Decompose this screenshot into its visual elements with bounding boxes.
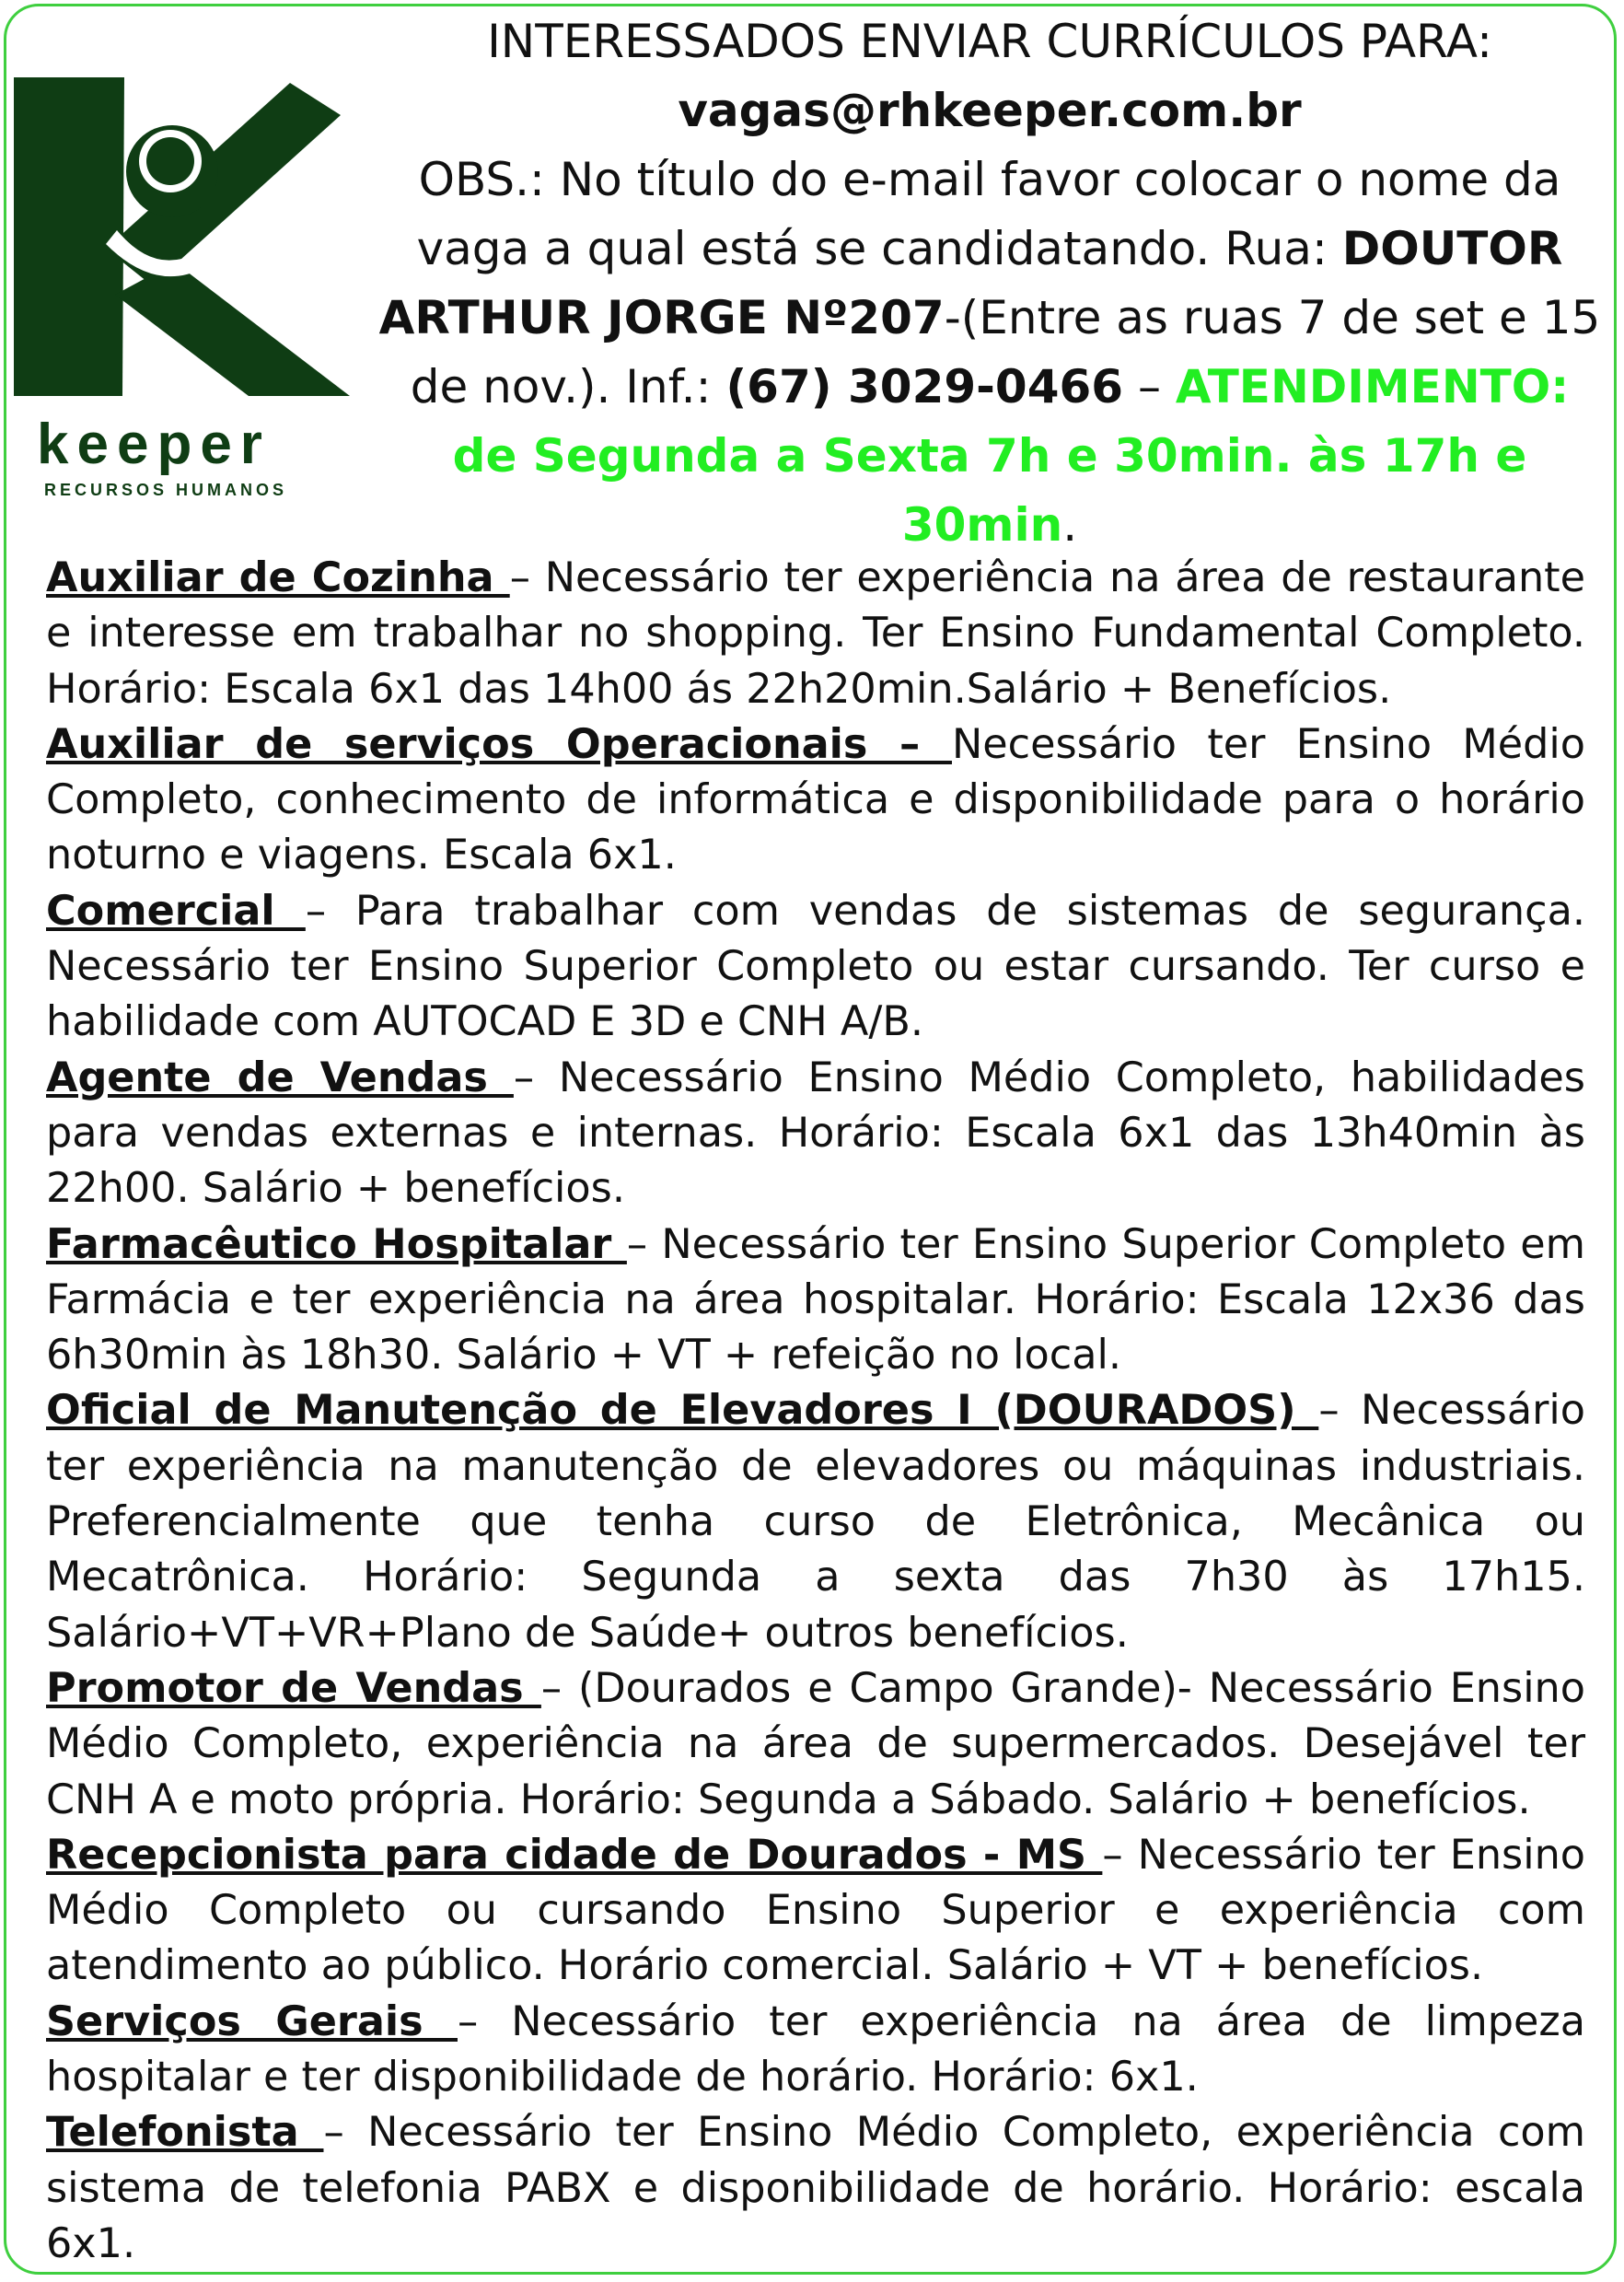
header-obs: OBS.: No título do e-mail favor colocar o nome da vaga a qual está se candidatando. Rua:: [416, 153, 1561, 275]
header-line1: INTERESSADOS ENVIAR CURRÍCULOS PARA:: [487, 15, 1492, 68]
job-title: Recepcionista para cidade de Dourados - MS: [46, 1831, 1103, 1879]
job-description: – Necessário ter Ensino Superior Completo em Farmácia e ter experiência na área hospitalar. Horário: Escala 12x36 das 6h30min às 18h30. Salário + VT + refeição no local.: [46, 1220, 1585, 1380]
job-description: – Necessário ter experiência na área de restaurante e interesse em trabalhar no shopping. Ter Ensino Fundamental Completo. Horário: Escala 6x1 das 14h00 ás 22h20min.Salário + Benefícios.: [46, 554, 1586, 713]
job-item: [46, 1995, 1585, 2106]
job-title: Serviços Gerais: [46, 1997, 458, 2045]
job-title: Oficial de Manutenção de Elevadores I (DOURADOS): [46, 1387, 1319, 1435]
header-between: -(Entre as ruas 7 de set e 15 de nov.). Inf.:: [410, 291, 1601, 413]
job-list: [46, 551, 1585, 2272]
job-description: Necessário ter Ensino Médio Completo, conhecimento de informática e disponibilidade para o horário noturno e viagens. Escala 6x1.: [46, 720, 1585, 879]
job-description: – Necessário ter Ensino Médio Completo ou cursando Ensino Superior e experiência com atendimento ao público. Horário comercial. Salário + VT + benefícios.: [46, 1831, 1586, 1990]
job-description: – Para trabalhar com vendas de sistemas de segurança. Necessário ter Ensino Superior Completo ou estar cursando. Ter curso e habilidade com AUTOCAD E 3D e CNH A/B.: [46, 887, 1585, 1046]
job-description: – (Dourados e Campo Grande)- Necessário Ensino Médio Completo, experiência na área de supermercados. Desejável ter CNH A e moto própria. Horário: Segunda a Sábado. Salário + benefícios.: [46, 1664, 1585, 1823]
job-title: Auxiliar de Cozinha: [46, 554, 510, 601]
job-title: Promotor de Vendas: [46, 1664, 541, 1712]
header-end: .: [1062, 498, 1078, 552]
job-item: [46, 1217, 1585, 1384]
job-description: – Necessário ter experiência na manutenção de elevadores ou máquinas industriais. Preferencialmente que tenha curso de Eletrônica, Mecânica ou Mecatrônica. Horário: Segunda a sexta das 7h30 às 17h15. Salário+VT+VR+Plano de Saúde+ outros benefícios.: [46, 1387, 1585, 1657]
job-description: – Necessário Ensino Médio Completo, habilidades para vendas externas e internas. Horário: Escala 6x1 das 13h40min às 22h00. Salário + benefícios.: [46, 1054, 1585, 1213]
contact-phone: (67) 3029-0466: [725, 360, 1124, 413]
job-item: [46, 1051, 1585, 1217]
job-description: – Necessário ter Ensino Médio Completo, experiência com sistema de telefonia PABX e disponibilidade de horário. Horário: escala 6x1.: [46, 2109, 1585, 2267]
logo-wordmark: keeper: [37, 413, 271, 476]
job-title: Agente de Vendas: [46, 1054, 514, 1101]
job-item: [46, 717, 1585, 884]
job-title: Comercial: [46, 887, 306, 935]
header-hours: ATENDIMENTO: de Segunda a Sexta 7h e 30min. às 17h e 30min: [452, 360, 1570, 552]
job-item: [46, 1661, 1585, 1828]
job-item: [46, 884, 1585, 1051]
header-dash: –: [1123, 360, 1176, 413]
logo-subtitle: RECURSOS HUMANOS: [44, 481, 288, 499]
job-title: Farmacêutico Hospitalar: [46, 1220, 627, 1268]
job-item: [46, 2105, 1585, 2272]
job-title: Auxiliar de serviços Operacionais –: [46, 720, 952, 768]
job-item: [46, 1383, 1585, 1660]
job-item: [46, 551, 1585, 717]
header-street: DOUTOR ARTHUR JORGE Nº207: [378, 222, 1563, 344]
job-description: – Necessário ter experiência na área de limpeza hospitalar e ter disponibilidade de horário. Horário: 6x1.: [46, 1997, 1585, 2102]
job-title: Telefonista: [46, 2109, 324, 2157]
contact-email[interactable]: vagas@rhkeeper.com.br: [678, 84, 1302, 137]
job-item: [46, 1828, 1585, 1995]
contact-header: [377, 7, 1602, 560]
